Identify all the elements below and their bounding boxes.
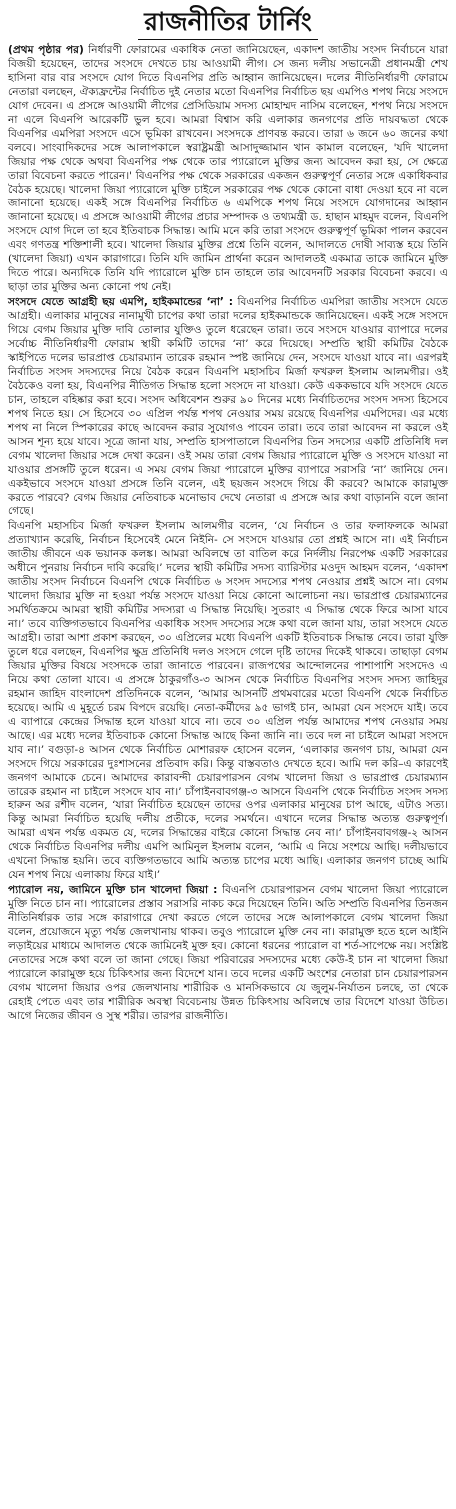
- paragraph-4-lead: প্যারোল নয়, জামিনে মুক্তি চান খালেদা জিয়া :: [8, 884, 218, 897]
- paragraph-1-lead: (প্রথম পৃষ্ঠার পর): [8, 44, 84, 56]
- paragraph-3-text: বিএনপি মহাসচিব মির্জা ফখরুল ইসলাম আলমগীর বলেন, ‘যে নির্বাচন ও তার ফলাফলকে আমরা প্রত্যাখ্যান করেছি, নির্বাচন হিসেবেই মেনে নিইনি- সে সংসদে যাওয়ার তো প্রশ্নই আসে না। এই নির্বাচন জাতীয় জীবনে এক ভয়ানক কলঙ্ক। আমরা অবিলম্বে তা বাতিল করে নির্দলীয় নিরপেক্ষ একটি সরকারের অধীনে পুনরায় নির্বাচন দাবি করেছি।’ দলের স্থায়ী কমিটির সদস্য ব্যারিস্টার মওদুদ আহমদ বলেন, ‘একাদশ জাতীয় সংসদ নির্বাচনে বিএনপি থেকে নির্বাচিত ৬ সংসদ সদস্যের শপথ নেওয়ার প্রশ্নই আসে না। বেগম খালেদা জিয়ার মুক্তি না হওয়া পর্যন্ত সংসদে যাওয়া নিয়ে কোনো আলোচনা নয়। ভারপ্রাপ্ত চেয়ারম্যানের সমর্থিতক্রমে আমরা স্থায়ী কমিটির সদস্যরা এ সিদ্ধান্ত নিয়েছি। সুতরাং এ সিদ্ধান্ত থেকে ফিরে আসা যাবে না।’ তবে ব্যক্তিগতভাবে বিএনপির একাধিক সংসদ সদস্যের সঙ্গে কথা বলে জানা যায়, তারা সংসদে যেতে আগ্রহী। তারা আশা প্রকাশ করছেন, ৩০ এপ্রিলের মধ্যে বিএনপি একটি ইতিবাচক সিদ্ধান্ত নেবে। তারা যুক্তি তুলে ধরে বলছেন, বিএনপির ক্ষুদ্র প্রতিনিধি দলও সংসদে গেলে দৃষ্টি তাদের দিকেই থাকবে। তাছাড়া বেগম জিয়ার মুক্তির বিষয়ে সংসদকে তারা জানাতে পারবেন। রাজপথের আন্দোলনের পাশাপাশি সংসদেও এ নিয়ে কথা তোলা যাবে। এ প্রসঙ্গে ঠাকুরগাঁও-৩ আসন থেকে নির্বাচিত বিএনপির সংসদ সদস্য জাহিদুর রহমান জাহিদ বাংলাদেশ প্রতিদিনকে বলেন, ‘আমার আসনটি প্রথমবারের মতো বিএনপি থেকে নির্বাচিত হয়েছে। আমি এ মুহূর্তে চরম বিপদে রয়েছি। নেতা-কর্মীদের ৯৫ ভাগই চান, আমরা যেন সংসদে যাই। তবে এ ব্যাপারে কেন্দ্রের সিদ্ধান্ত হলে যাওয়া যাবে না। তবে ৩০ এপ্রিল পর্যন্ত আমাদের শপথ নেওয়ার সময় আছে। এর মধ্যে দলের ইতিবাচক কোনো সিদ্ধান্ত আছে কিনা জানি না। তবে দল না চাইলে আমরা সংসদে যাব না।’ বগুড়া-৪ আসন থেকে নির্বাচিত মোশাররফ হোসেন বলেন, ‘এলাকার জনগণ চায়, আমরা যেন সংসদে গিয়ে সরকারের দুঃশাসনের প্রতিবাদ করি। কিন্তু বাস্তবতাও দেখতে হবে। আমি দল করি–এ কারণেই জনগণ আমাকে চেনে। আমাদের কারাবন্দী চেয়ারপারসন বেগম খালেদা জিয়া ও ভারপ্রাপ্ত চেয়ারম্যান তারেক রহমান না চাইলে সংসদে যাব না।’ চাঁপাইনবাবগঞ্জ-৩ আসনে বিএনপি থেকে নির্বাচিত সংসদ সদস্য হারুন অর রশীদ বলেন, ‘যারা নির্বাচিত হয়েছেন তাদের ওপর এলাকার মানুষের চাপ আছে, এটাও সত্য। কিন্তু আমরা নির্বাচিত হয়েছি দলীয় প্রতীকে, দলের সমর্থনে। এখানে দলের সিদ্ধান্ত অত্যন্ত গুরুত্বপূর্ণ। আমরা এখন পর্যন্ত একমত যে, দলের সিদ্ধান্তের বাইরে কোনো সিদ্ধান্ত নেব না।’ চাঁপাইনবাবগঞ্জ-২ আসন থেকে নির্বাচিত বিএনপির দলীয় এমপি আমিনুল ইসলাম বলেন, ‘আমি এ নিয়ে সংশয়ে আছি। দলীয়ভাবে এখনো সিদ্ধান্ত হয়নি। তবে ব্যক্তিগতভাবে আমি অত্যন্ত চাপের মধ্যে আছি। এলাকার জনগণ চাচ্ছে আমি যেন শপথ নিয়ে এলাকায় ফিরে যাই।’: [8, 520, 448, 882]
- paragraph-2-lead: সংসদে যেতে আগ্রহী ছয় এমপি, হাইকমান্ডের ‘না’ :: [8, 296, 233, 309]
- article-body: [8, 44, 448, 1509]
- paragraph-1-text: নির্ধারণী ফোরামের একাধিক নেতা জানিয়েছেন, একাদশ জাতীয় সংসদ নির্বাচনে যারা বিজয়ী হয়েছেন, তাদের সংসদে দেখতে চায় আওয়ামী লীগ। সে জন্য দলীয় সভানেত্রী প্রধানমন্ত্রী শেখ হাসিনা বার বার সংসদে যোগ দিতে বিএনপির প্রতি আহ্বান জানিয়েছেন। দলের নীতিনির্ধারণী ফোরামে নেতারা বলছেন, ঐক্যফ্রন্টের নির্বাচিত দুই নেতার মতো বিএনপির নির্বাচিত ছয় এমপিও শপথ নিয়ে সংসদে যোগ দেবেন। এ প্রসঙ্গে আওয়ামী লীগের প্রেসিডিয়াম সদস্য মোহাম্মদ নাসিম বলেছেন, শপথ নিয়ে সংসদে না এলে বিএনপি আরেকটি ভুল হবে। আমরা বিশ্বাস করি এলাকার জনগণের প্রতি দায়বদ্ধতা থেকে বিএনপির এমপিরা সংসদে এসে ভূমিকা রাখবেন। সংসদকে প্রাণবন্ত করবে। তারা ৬ জনে ৬০ জনের কথা বলবে। সাংবাদিকদের সঙ্গে আলাপকালে স্বরাষ্ট্রমন্ত্রী আসাদুজ্জামান খান কামাল বলেছেন, 'যদি খালেদা জিয়ার পক্ষ থেকে অথবা বিএনপির পক্ষ থেকে তার প্যারোলে মুক্তির জন্য আবেদন করা হয়, সে ক্ষেত্রে তারা বিবেচনা করতে পারেন।' বিএনপির পক্ষ থেকে সরকারের একজন গুরুত্বপূর্ণ নেতার সঙ্গে একাধিকবার বৈঠক হয়েছে। খালেদা জিয়া প্যারোলে মুক্তি চাইলে সরকারের পক্ষ থেকে কোনো বাধা দেওয়া হবে না বলে জানানো হয়েছে। একই সঙ্গে বিএনপির নির্বাচিত ৬ এমপিকে শপথ নিয়ে সংসদে যোগদানের আহ্বান জানানো হয়েছে। এ প্রসঙ্গে আওয়ামী লীগের প্রচার সম্পাদক ও তথ্যমন্ত্রী ড. হাছান মাহমুদ বলেন, বিএনপি সংসদে যোগ দিলে তা হবে ইতিবাচক সিদ্ধান্ত। আমি মনে করি তারা সংসদে গুরুত্বপূর্ণ ভূমিকা পালন করবেন এবং গণতন্ত্র শক্তিশালী হবে। খালেদা জিয়ার মুক্তির প্রশ্নে তিনি বলেন, আদালতে দোষী সাব্যস্ত হয়ে তিনি (খালেদা জিয়া) এখন কারাগারে। তিনি যদি জামিন প্রার্থনা করেন আদালতই একমাত্র তাকে জামিনে মুক্তি দিতে পারে। অন্যদিকে তিনি যদি প্যারোলে মুক্তি চান তাহলে তার আবেদনটি সরকার বিবেচনা করবে। এ ছাড়া তার মুক্তির অন্য কোনো পথ নেই।: [8, 44, 448, 294]
- paragraph-3: [8, 520, 448, 883]
- paragraph-4: [8, 884, 448, 1024]
- paragraph-1: [8, 44, 448, 295]
- paragraph-2-text: বিএনপির নির্বাচিত এমপিরা জাতীয় সংসদে যেতে আগ্রহী। এলাকার মানুষের নানামুখী চাপের কথা তারা দলের হাইকমান্ডকে জানিয়েছেন। একই সঙ্গে সংসদে গিয়ে বেগম জিয়ার মুক্তি দাবি তোলার যুক্তিও তুলে ধরেছেন তারা। তবে সংসদে যাওয়ার ব্যাপারে দলের সর্বোচ্চ নীতিনির্ধারণী ফোরাম স্থায়ী কমিটি তাদের ‘না’ করে দিয়েছে। সম্প্রতি স্থায়ী কমিটির বৈঠকে স্কাইপিতে দলের ভারপ্রাপ্ত চেয়ারম্যান তারেক রহমান স্পষ্ট জানিয়ে দেন, সংসদে যাওয়া যাবে না। এরপরই নির্বাচিত সংসদ সদস্যদের নিয়ে বৈঠক করেন বিএনপি মহাসচিব মির্জা ফখরুল ইসলাম আলমগীর। ওই বৈঠকেও বলা হয়, বিএনপির নীতিগত সিদ্ধান্ত হলো সংসদে না যাওয়া। কেউ এককভাবে যদি সংসদে যেতে চান, তাহলে বহিষ্কার করা হবে। সংসদ অধিবেশন শুরুর ৯০ দিনের মধ্যে নির্বাচিতদের সংসদ সদস্য হিসেবে শপথ নিতে হয়। সে হিসেবে ৩০ এপ্রিল পর্যন্ত শপথ নেওয়ার সময় রয়েছে বিএনপির এমপিদের। এর মধ্যে শপথ না নিলে স্পিকারের কাছে আবেদন করার সুযোগও পাবেন তারা। তবে তারা আবেদন না করলে ওই আসন শূন্য হয়ে যাবে। সূত্রে জানা যায়, সম্প্রতি হাসপাতালে বিএনপির তিন সদস্যের একটি প্রতিনিধি দল বেগম খালেদা জিয়ার সঙ্গে দেখা করেন। ওই সময় তারা বেগম জিয়ার প্যারোলে মুক্তি ও সংসদে যাওয়া না যাওয়ার প্রসঙ্গটি তুলে ধরেন। এ সময় বেগম জিয়া প্যারোলে মুক্তির ব্যাপারে সরাসরি ‘না’ জানিয়ে দেন। একইভাবে সংসদে যাওয়া প্রসঙ্গে তিনি বলেন, এই ছয়জন সংসদে গিয়ে কী করবে? আমাকে কারামুক্ত করতে পারবে? বেগম জিয়ার নেতিবাচক মনোভাব দেখে নেতারা এ প্রসঙ্গে আর কথা বাড়াননি বলে জানা গেছে।: [8, 296, 448, 518]
- paragraph-4-text: বিএনপি চেয়ারপারসন বেগম খালেদা জিয়া প্যারোলে মুক্তি নিতে চান না। প্যারোলের প্রস্তাব সরাসরি নাকচ করে দিয়েছেন তিনি। অতি সম্প্রতি বিএনপির তিনজন নীতিনির্ধারক তার সঙ্গে কারাগারে দেখা করতে গেলে তাদের সঙ্গে আলাপকালে বেগম খালেদা জিয়া বলেন, প্রয়োজনে মৃত্যু পর্যন্ত জেলখানায় থাকব। তবুও প্যারোলে মুক্তি নেব না। কারামুক্ত হতে হলে আইনি লড়াইয়ের মাধ্যমে আদালত থেকে জামিনেই মুক্ত হব। কোনো ধরনের প্যারোল বা শর্ত-সাপেক্ষে নয়। সংশ্লিষ্ট নেতাদের সঙ্গে কথা বলে তা জানা গেছে। জিয়া পরিবারের সদস্যদের মধ্যে কেউ-ই চান না খালেদা জিয়া প্যারোলে কারামুক্ত হয়ে চিকিৎসার জন্য বিদেশে যান। তবে দলের একটি অংশের নেতারা চান চেয়ারপারসন বেগম খালেদা জিয়ার ওপর জেলখানায় শারীরিক ও মানসিকভাবে যে জুলুম-নির্যাতন চলছে, তা থেকে রেহাই পেতে এবং তার শারীরিক অবস্থা বিবেচনায় উন্নত চিকিৎসায় অবিলম্বে তার বিদেশে যাওয়া উচিত। আগে নিজের জীবন ও সুস্থ শরীর। তারপর রাজনীতি।: [8, 884, 448, 1022]
- headline: রাজনীতির টার্নিং: [138, 6, 318, 40]
- headline-area: [8, 4, 448, 40]
- paragraph-2: [8, 296, 448, 519]
